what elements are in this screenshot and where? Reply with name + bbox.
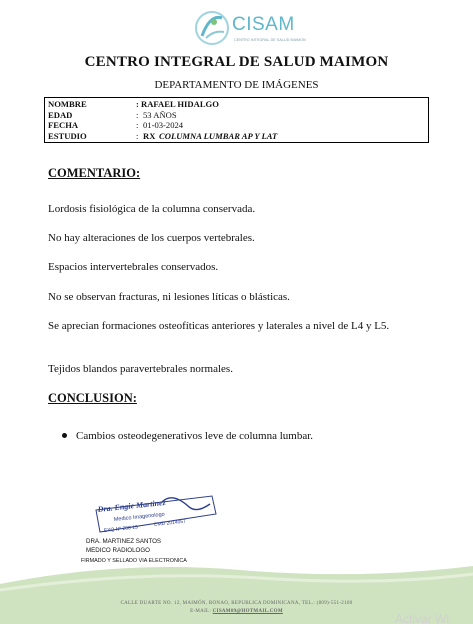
comment-paragraph: No se observan fracturas, ni lesiones líticas o blásticas. <box>48 291 290 303</box>
conclusion-list-item <box>62 429 313 444</box>
date-value: 01-03-2024 <box>143 120 184 130</box>
age-row <box>48 110 428 121</box>
age-value: 53 AÑOS <box>143 109 177 120</box>
date-row <box>48 120 428 131</box>
comment-paragraph: Espacios intervertebrales conservados. <box>48 261 219 273</box>
footer-address: CALLE DUARTE NO. 12, MAIMÓN, BONAO, REPUBLICA DOMINICANA, TEL.: (809)-551-2100 <box>120 601 353 606</box>
conclusion-item-text: Cambios osteodegenerativos leve de columna lumbar. <box>76 430 314 442</box>
stamp-cmd: CMD 2014057 <box>153 518 187 528</box>
cisam-logo <box>192 8 306 50</box>
department-title: DEPARTAMENTO DE IMÁGENES <box>154 79 319 91</box>
organization-title: CENTRO INTEGRAL DE SALUD MAIMON <box>84 54 389 70</box>
signature-stamp <box>92 492 218 536</box>
comment-paragraph: No hay alteraciones de los cuerpos vertebrales. <box>48 232 255 244</box>
study-separator: : <box>136 130 139 141</box>
study-label: ESTUDIO <box>48 130 87 141</box>
study-prefix: RX <box>143 130 156 141</box>
signatory-role: MEDICO RADIOLOGO <box>86 547 150 554</box>
comment-paragraph: Lordosis fisiológica de la columna conservada. <box>48 203 256 215</box>
name-row <box>48 99 428 110</box>
patient-info-box <box>44 97 429 143</box>
date-separator: : <box>136 120 139 130</box>
study-value: COLUMNA LUMBAR AP Y LAT <box>159 130 278 141</box>
signature-note: FIRMADO Y SELLADO VIA ELECTRONICA <box>81 558 187 564</box>
comment-paragraph: Tejidos blandos paravertebrales normales. <box>48 363 233 375</box>
stamp-title: Medico Imagenologo <box>113 511 165 523</box>
study-row <box>48 131 428 142</box>
cisam-logo-mark-icon <box>192 8 232 48</box>
footer-email-label: E-MAIL: <box>190 609 212 614</box>
comment-heading: COMENTARIO: <box>48 166 141 180</box>
stamp-name: Dra. Engie Martinez <box>97 497 167 514</box>
name-label: NOMBRE <box>48 99 87 109</box>
stamp-exq: EXQ Nº 208 13 <box>103 524 139 534</box>
age-separator: : <box>136 109 139 120</box>
bullet-icon <box>62 433 67 438</box>
name-value: : RAFAEL HIDALGO <box>136 99 219 109</box>
comment-paragraph: Se aprecian formaciones osteofíticas anteriores y laterales a nivel de L4 y L5. <box>48 320 390 332</box>
conclusion-heading: CONCLUSION: <box>48 391 137 405</box>
activation-watermark: Activar Wi <box>395 612 449 624</box>
signatory-name: DRA. MARTINEZ SANTOS <box>86 538 162 545</box>
logo-wordmark: CISAM <box>232 14 295 35</box>
signatory-block <box>86 537 161 555</box>
date-label: FECHA <box>48 120 79 130</box>
footer-email-link[interactable]: CISAM09@HOTMAIL.COM <box>212 609 283 614</box>
age-label: EDAD <box>48 109 73 120</box>
logo-subtitle: CENTRO INTEGRAL DE SALUD MAIMON <box>234 38 306 42</box>
